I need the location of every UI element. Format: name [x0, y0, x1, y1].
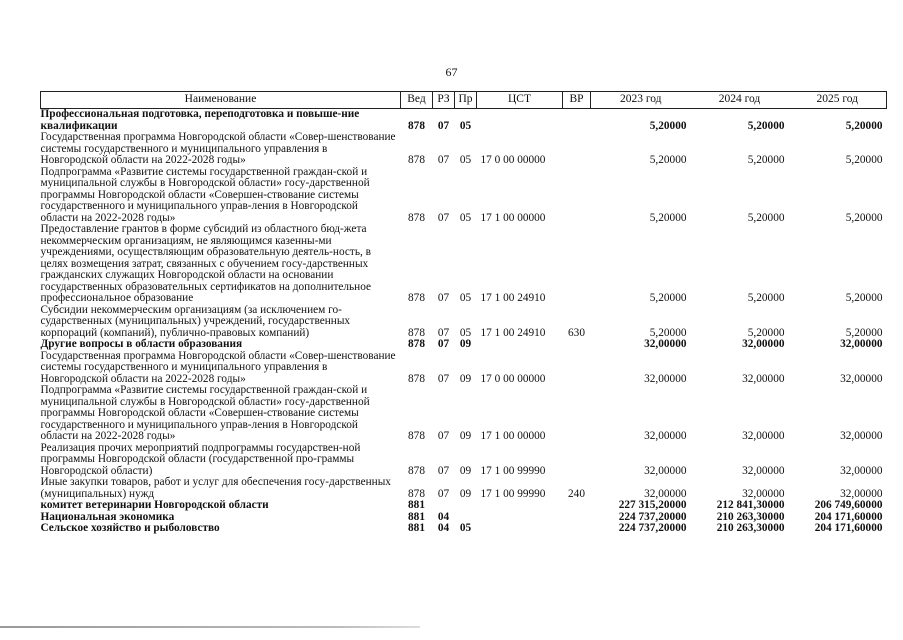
cell-pr: 05	[459, 292, 472, 304]
cell-y2025: 204 171,60000	[814, 510, 883, 523]
col-header-rz: РЗ	[433, 92, 455, 109]
cell-vr	[563, 167, 591, 225]
cell-pr: 05	[459, 326, 472, 339]
table-row	[41, 224, 887, 305]
cell-rz	[433, 500, 455, 512]
cell-vr	[563, 385, 591, 443]
cell-name: Иные закупки товаров, работ и услуг для обеспечения госу-дарственных (муниципальных) нужд	[40, 476, 391, 500]
cell-rz: 07	[437, 326, 450, 339]
cell-name: Подпрограмма «Развитие системы государственной граждан-ской и муниципальной службы в Новгородской области» госу-дарственной программы Новгородской области «Совершен-ствование системы государственного и муниципального управ-ления в Новгородской области на 2022-2028 годы»	[40, 165, 370, 224]
cell-y2024: 32,00000	[742, 487, 785, 500]
col-header-vr: ВР	[563, 92, 591, 109]
cell-cst: 17 0 00 00000	[480, 372, 546, 385]
cell-name: Профессиональная подготовка, переподготовка и повыше-ние квалификации	[40, 108, 360, 132]
cell-y2025: 5,20000	[845, 154, 883, 166]
cell-y2024: 212 841,30000	[716, 499, 785, 511]
cell-ved: 881	[408, 499, 425, 511]
cell-vr	[563, 109, 591, 133]
cell-y2024: 5,20000	[747, 292, 785, 304]
cell-y2025: 5,20000	[845, 119, 883, 132]
cell-y2023: 227 315,20000	[618, 499, 687, 511]
table-header-row	[41, 92, 887, 109]
cell-pr: 09	[459, 464, 472, 477]
cell-cst: 17 1 00 00000	[480, 430, 546, 442]
cell-y2024: 5,20000	[747, 119, 785, 132]
cell-y2023: 32,00000	[644, 430, 687, 442]
cell-rz: 07	[437, 372, 450, 385]
cell-cst: 17 1 00 24910	[480, 326, 546, 339]
cell-name: Государственная программа Новгородской области «Совер-шенствование системы государственного и муниципального управления в Новгородской области на 2022-2028 годы»	[40, 131, 396, 166]
table-row	[41, 167, 887, 225]
cell-y2024: 210 263,30000	[716, 510, 785, 523]
cell-pr: 09	[459, 430, 472, 442]
cell-vr	[563, 512, 591, 524]
cell-name: Национальная экономика	[40, 510, 175, 523]
cell-y2025: 206 749,60000	[814, 499, 883, 511]
col-header-2025: 2025 год	[789, 92, 887, 109]
cell-vr	[563, 224, 591, 305]
cell-y2023: 32,00000	[644, 338, 687, 350]
cell-y2024: 32,00000	[742, 338, 785, 350]
cell-y2025: 32,00000	[840, 464, 883, 477]
cell-rz: 07	[437, 430, 450, 442]
cell-rz: 07	[437, 487, 450, 500]
cell-vr	[563, 443, 591, 478]
table-row	[41, 385, 887, 443]
cell-name: Государственная программа Новгородской области «Совер-шенствование системы государственного и муниципального управления в Новгородской области на 2022-2028 годы»	[40, 349, 396, 385]
col-header-2023: 2023 год	[591, 92, 691, 109]
cell-cst	[477, 109, 563, 133]
cell-y2025: 32,00000	[840, 430, 883, 442]
cell-ved: 878	[408, 119, 425, 132]
cell-y2023: 32,00000	[644, 464, 687, 477]
table-row	[41, 443, 887, 478]
col-header-pr: Пр	[455, 92, 477, 109]
cell-vr	[563, 132, 591, 167]
cell-y2023: 5,20000	[649, 119, 687, 132]
table-body	[41, 109, 887, 535]
cell-rz: 07	[437, 211, 450, 224]
col-header-name: Наименование	[41, 92, 401, 109]
cell-cst: 17 1 00 24910	[480, 292, 546, 304]
cell-rz: 07	[437, 119, 450, 132]
cell-cst	[477, 523, 563, 535]
cell-y2025: 5,20000	[845, 326, 883, 339]
cell-y2023: 32,00000	[644, 487, 687, 500]
cell-y2024: 210 263,30000	[716, 522, 785, 534]
cell-cst: 17 1 00 00000	[480, 211, 546, 224]
table-row	[41, 339, 887, 351]
cell-y2023: 32,00000	[644, 372, 687, 385]
col-header-ved: Вед	[401, 92, 433, 109]
cell-rz: 07	[437, 154, 450, 166]
table-row	[41, 109, 887, 133]
cell-vr: 630	[568, 326, 585, 339]
cell-ved: 878	[408, 487, 425, 500]
page-number: 67	[445, 65, 458, 79]
cell-pr: 05	[459, 119, 472, 132]
cell-pr	[455, 500, 477, 512]
budget-table	[40, 91, 887, 535]
cell-cst	[477, 512, 563, 524]
cell-vr	[563, 339, 591, 351]
cell-rz: 07	[437, 292, 450, 304]
cell-rz: 04	[437, 510, 450, 523]
cell-y2025: 32,00000	[840, 338, 883, 350]
cell-name: Сельское хозяйство и рыболовство	[40, 522, 220, 534]
cell-cst: 17 1 00 99990	[480, 464, 546, 477]
cell-rz: 04	[437, 522, 450, 534]
cell-vr	[563, 351, 591, 386]
cell-y2023: 5,20000	[649, 326, 687, 339]
scan-edge-line	[0, 626, 420, 628]
cell-y2025: 32,00000	[840, 487, 883, 500]
cell-y2023: 224 737,20000	[618, 522, 687, 534]
cell-y2023: 5,20000	[649, 292, 687, 304]
cell-y2024: 32,00000	[742, 372, 785, 385]
cell-y2024: 5,20000	[747, 326, 785, 339]
cell-ved: 881	[408, 522, 425, 534]
cell-ved: 881	[408, 510, 425, 523]
cell-name: Предоставление грантов в форме субсидий из областного бюд-жета некоммерческим организациям, не являющимся казенны-ми учреждениями, осуществляющим образовательную деятель-ность, в целях возмещения затрат, связанных с обучением госу-дарственных гражданских служащих Новгородской области на основании государственных образовательных сертификатов на дополнительное профессиональное образование	[40, 223, 372, 304]
cell-vr	[563, 523, 591, 535]
col-header-cst: ЦСТ	[477, 92, 563, 109]
cell-cst	[477, 500, 563, 512]
cell-y2025: 5,20000	[845, 211, 883, 224]
cell-cst: 17 0 00 00000	[480, 154, 546, 166]
cell-ved: 878	[408, 464, 425, 477]
cell-y2025: 32,00000	[840, 372, 883, 385]
cell-y2024: 32,00000	[742, 430, 785, 442]
cell-cst	[477, 339, 563, 351]
cell-rz: 07	[437, 464, 450, 477]
cell-ved: 878	[408, 372, 425, 385]
cell-pr: 05	[459, 154, 472, 166]
cell-pr: 05	[459, 211, 472, 224]
cell-name: комитет ветеринарии Новгородской области	[40, 499, 269, 511]
cell-pr: 05	[459, 522, 472, 534]
table-row	[41, 477, 887, 500]
cell-vr	[563, 500, 591, 512]
cell-ved: 878	[408, 326, 425, 339]
cell-y2023: 5,20000	[649, 154, 687, 166]
cell-y2024: 32,00000	[742, 464, 785, 477]
cell-ved: 878	[408, 292, 425, 304]
cell-vr: 240	[568, 487, 585, 500]
cell-y2023: 224 737,20000	[618, 510, 687, 523]
table-row	[41, 351, 887, 386]
cell-ved: 878	[408, 211, 425, 224]
cell-y2024: 5,20000	[747, 211, 785, 224]
cell-pr: 09	[459, 487, 472, 500]
cell-ved: 878	[408, 430, 425, 442]
cell-name: Другие вопросы в области образования	[40, 338, 243, 350]
cell-y2025: 204 171,60000	[814, 522, 883, 534]
cell-rz: 07	[437, 338, 450, 350]
cell-ved: 878	[408, 338, 425, 350]
cell-y2024: 5,20000	[747, 154, 785, 166]
cell-pr: 09	[459, 338, 472, 350]
cell-cst: 17 1 00 99990	[480, 487, 546, 500]
table-row	[41, 132, 887, 167]
cell-pr: 09	[459, 372, 472, 385]
table-row	[41, 500, 887, 512]
table-row	[41, 523, 887, 535]
cell-ved: 878	[408, 154, 425, 166]
cell-name: Реализация прочих мероприятий подпрограммы государствен-ной программы Новгородской области (государственной про-граммы Новгородской области)	[40, 441, 361, 477]
cell-y2025: 5,20000	[845, 292, 883, 304]
cell-name: Подпрограмма «Развитие системы государственной граждан-ской и муниципальной службы в Новгородской области» госу-дарственной программы Новгородской области «Совершен-ствование системы государственного и муниципального управ-ления в Новгородской области на 2022-2028 годы»	[40, 384, 370, 442]
cell-name: Субсидии некоммерческим организациям (за исключением го-сударственных (муниципальных) учреждений, государственных корпораций (компаний), публично-правовых компаний)	[40, 303, 351, 339]
col-header-2024: 2024 год	[691, 92, 789, 109]
table-row	[41, 305, 887, 340]
cell-y2023: 5,20000	[649, 211, 687, 224]
